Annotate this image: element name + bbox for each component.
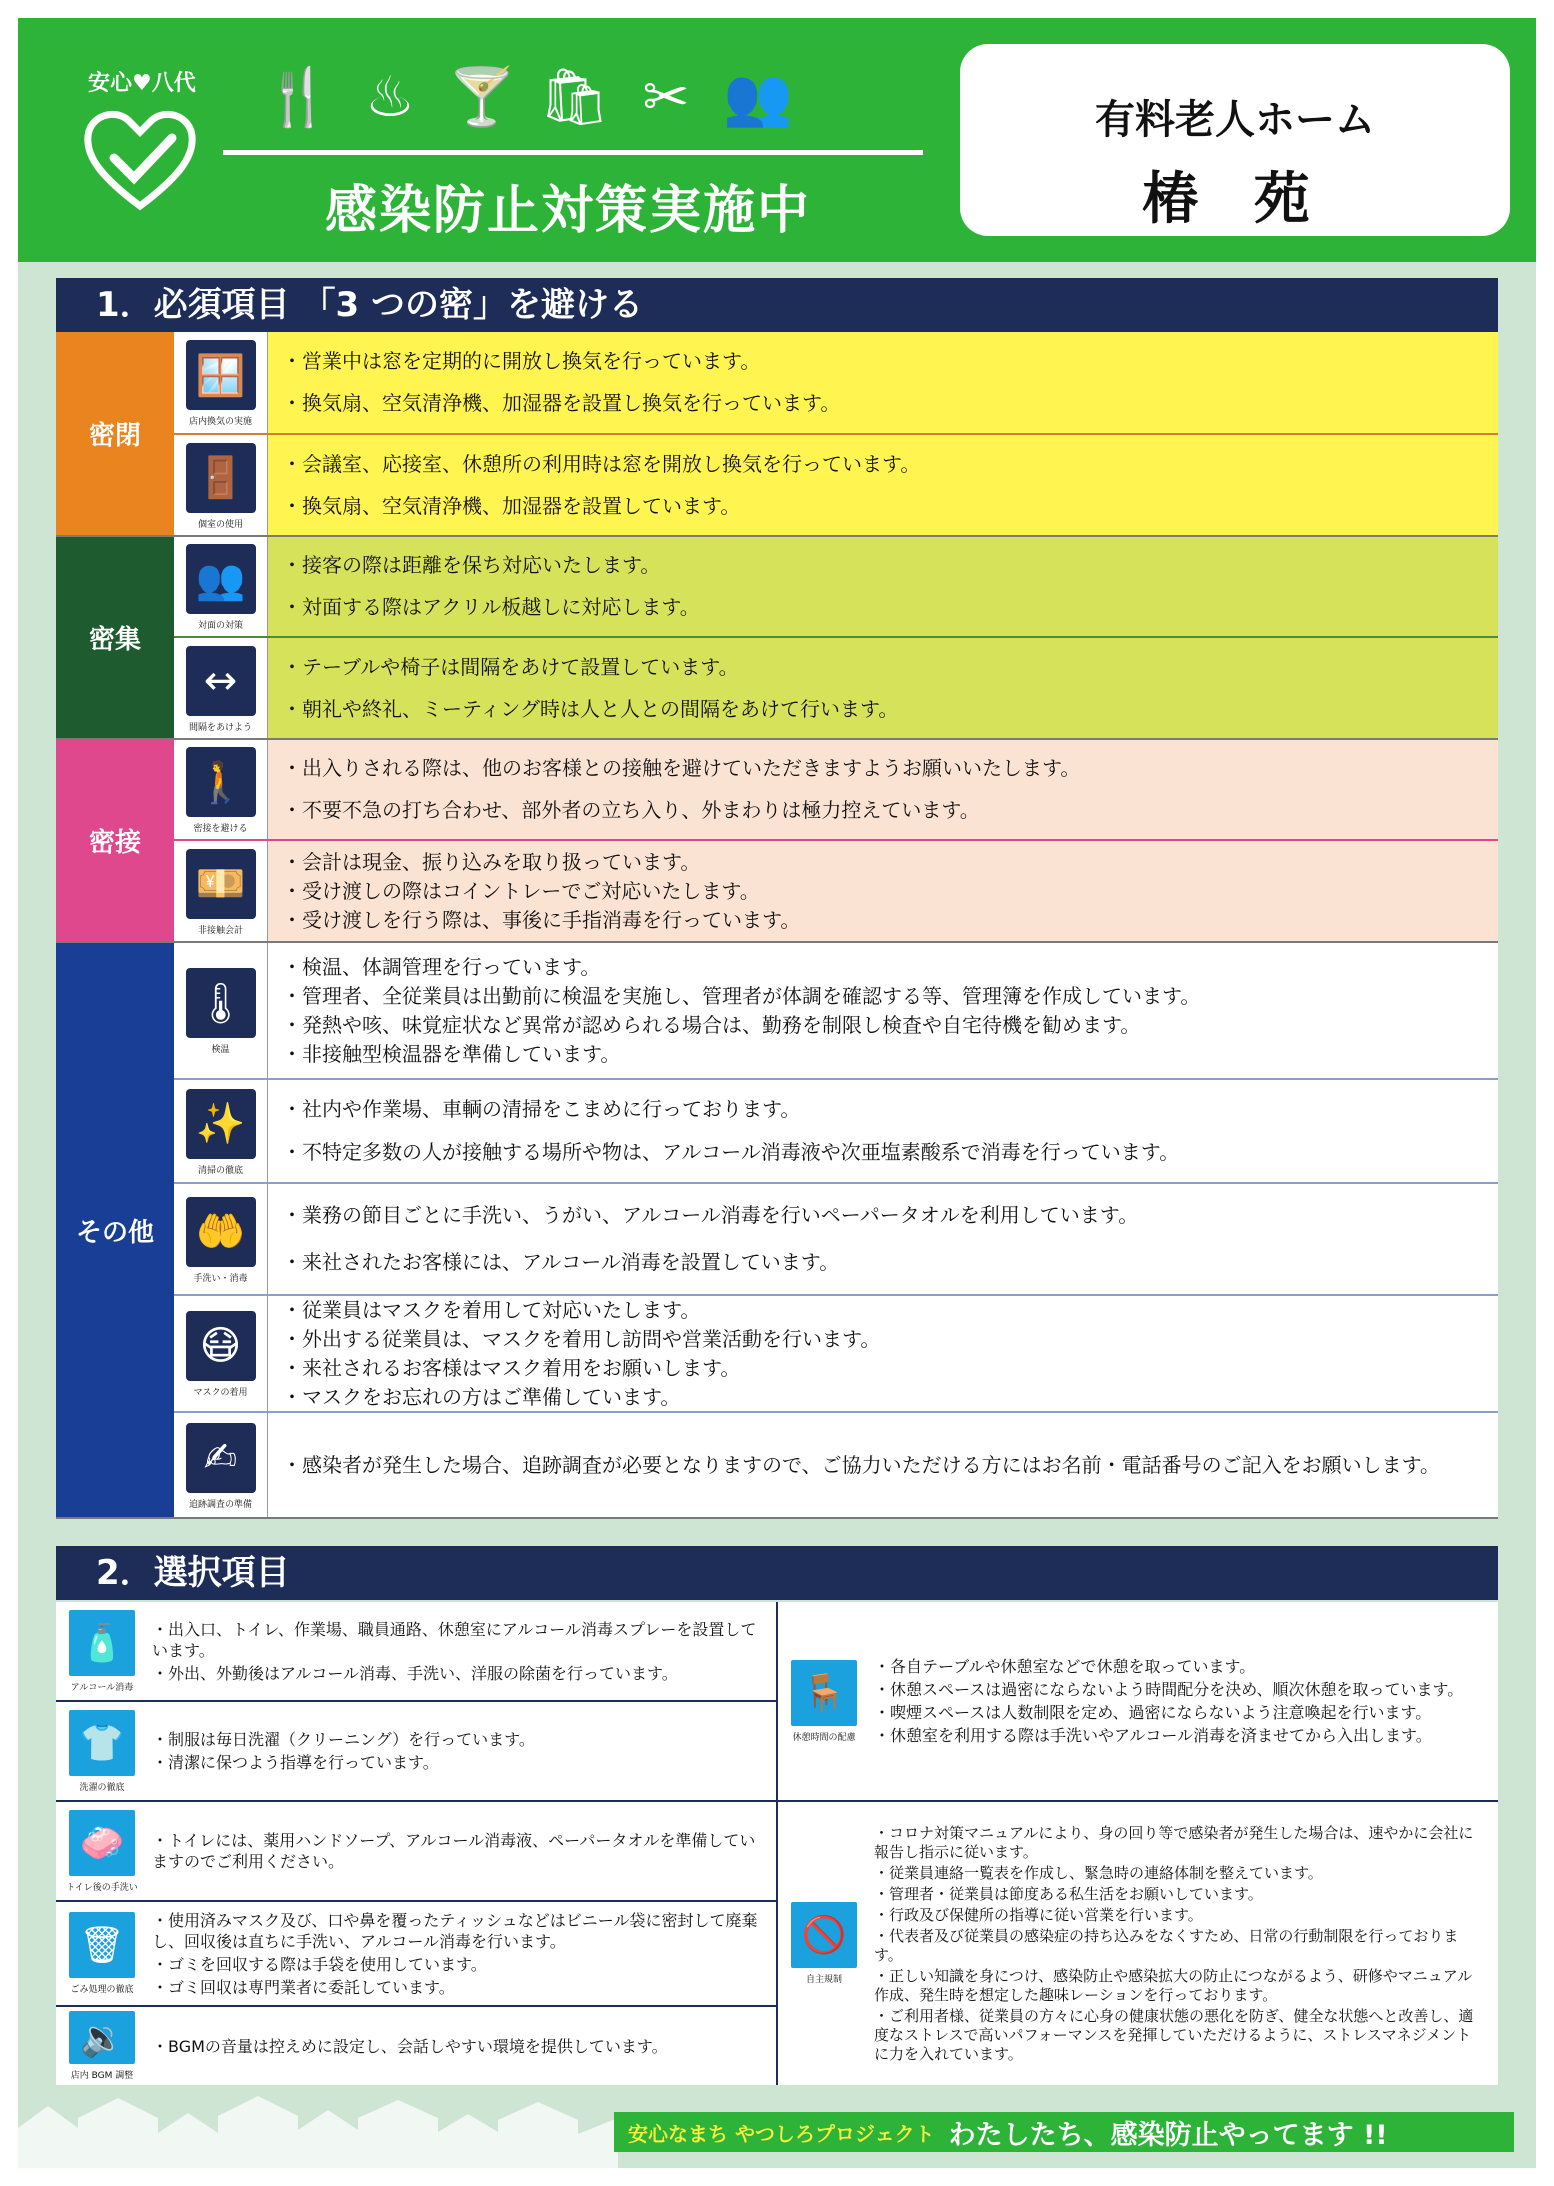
fork-knife-icon: 🍴	[263, 65, 333, 130]
option-caption: ごみ処理の徹底	[70, 1985, 134, 1995]
option-text	[148, 1702, 776, 1800]
mask-icon: 😷	[186, 1311, 256, 1381]
group-2	[56, 740, 1498, 943]
option-row	[56, 1602, 776, 1702]
section1-title: 1．必須項目 「3 つの密」を避ける	[56, 278, 1498, 332]
option-item: ・BGMの音量は控えめに設定し、会話しやすい環境を提供しています。	[152, 2036, 668, 2056]
pen-register-icon: ✍	[186, 1423, 256, 1493]
icon-caption: 追跡調査の準備	[188, 1499, 252, 1510]
facility-type: 有料老人ホーム	[1095, 97, 1375, 143]
thermometer-icon: 🌡	[186, 968, 256, 1038]
logo-text: 安心♥八代	[88, 71, 196, 96]
cleaning-icon: ✨	[186, 1089, 256, 1159]
measure-item: ・受け渡しの際はコイントレーでご対応いたします。	[282, 878, 760, 903]
facility-name: 椿 苑	[1142, 167, 1328, 232]
avoid-contact-icon: 🚶	[186, 747, 256, 817]
hand-wash-icon: 🤲	[186, 1197, 256, 1267]
icon-cell	[174, 638, 268, 738]
footer-slogan: わたしたち、感染防止やってます !!	[948, 2119, 1388, 2151]
measure-item: ・来社されるお客様はマスク着用をお願いします。	[282, 1355, 741, 1380]
option-caption: 自主規制	[805, 1975, 842, 1985]
icon-caption: 対面の対策	[197, 621, 243, 631]
break-time-icon: 🪑	[791, 1660, 857, 1726]
measure-item: ・朝礼や終礼、ミーティング時は人と人との間隔をあけて行います。	[282, 696, 899, 721]
meeting-icon: 👥	[723, 65, 793, 130]
option-row	[778, 1802, 1498, 2085]
measure-text	[268, 1184, 1498, 1294]
option-item: ・使用済みマスク及び、口や鼻を覆ったティッシュなどはビニール袋に密封して廃棄し、回収後は直ちに手洗い、アルコール消毒を行います。	[152, 1910, 758, 1951]
option-caption: 休憩時間の配慮	[792, 1732, 856, 1743]
section2-right-column	[778, 1602, 1498, 2085]
icon-cell	[174, 1413, 268, 1517]
measure-item: ・管理者、全従業員は出勤前に検温を実施し、管理者が体調を確認する等、管理簿を作成しています。	[282, 983, 1201, 1008]
measure-text	[268, 841, 1498, 941]
footer-project: 安心なまち やつしろプロジェクト	[628, 2121, 935, 2146]
icon-caption: 密接を避ける	[193, 824, 248, 834]
poster	[18, 18, 1536, 2168]
option-text	[148, 1602, 776, 1700]
option-item: ・制服は毎日洗濯（クリーニング）を行っています。	[152, 1730, 535, 1749]
option-item: ・出入口、トイレ、作業場、職員通路、休憩室にアルコール消毒スプレーを設置しています。	[152, 1619, 757, 1660]
measure-text	[268, 943, 1498, 1078]
group-1	[56, 537, 1498, 740]
icon-caption: 間隔をあけよう	[188, 722, 252, 733]
icon-caption: 個室の使用	[197, 519, 243, 530]
option-item: ・休憩室を利用する際は手洗いやアルコール消毒を済ませてから入出します。	[874, 1726, 1432, 1745]
group-label: その他	[56, 943, 174, 1517]
icon-caption: マスクの着用	[193, 1388, 248, 1398]
option-item: ・コロナ対策マニュアルにより、身の回り等で感染者が発生した場合は、速やかに会社に報告し指示に従います。	[874, 1823, 1474, 1861]
measure-row	[174, 1184, 1498, 1296]
option-item: ・従業員連絡一覧表を作成し、緊急時の連絡体制を整えています。	[874, 1863, 1323, 1882]
option-item: ・行政及び保健所の指導に従い営業を行います。	[874, 1905, 1203, 1924]
option-text	[870, 1602, 1498, 1800]
header-divider	[223, 150, 923, 155]
option-caption: 店内 BGM 調整	[70, 2071, 134, 2081]
measure-text	[268, 537, 1498, 636]
private-room-icon: 🚪	[186, 443, 256, 513]
hanger-icon: 👕	[69, 1710, 135, 1776]
measure-text	[268, 638, 1498, 738]
heart-check-logo-icon	[80, 98, 200, 218]
option-icon-cell	[56, 1702, 148, 1800]
header-title: 感染防止対策実施中	[324, 181, 811, 241]
option-icon-cell	[56, 1902, 148, 2005]
option-item: ・喫煙スペースは人数制限を定め、過密にならないよう注意喚起を行います。	[874, 1703, 1432, 1722]
option-text	[870, 1802, 1498, 2085]
comb-scissors-icon: ✂	[642, 65, 690, 130]
toilet-handwash-icon: 🧼	[69, 1810, 135, 1876]
measure-row	[174, 537, 1498, 638]
option-text	[148, 1902, 776, 2005]
measure-item: ・非接触型検温器を準備しています。	[282, 1041, 621, 1066]
face-to-face-icon: 👥	[186, 544, 256, 614]
measure-item: ・検温、体調管理を行っています。	[282, 954, 601, 979]
option-item: ・ご利用者様、従業員の方々に心身の健康状態の悪化を防ぎ、健全な状態へと改善し、適度なストレスで高いパフォーマンスを発揮していただけるように、ストレスマネジメントに力を入れています。	[874, 2006, 1474, 2063]
option-caption: トイレ後の手洗い	[66, 1882, 138, 1893]
header-banner	[18, 18, 1536, 262]
measure-item: ・外出する従業員は、マスクを着用し訪問や営業活動を行います。	[282, 1326, 881, 1351]
group-0	[56, 332, 1498, 537]
measure-item: ・テーブルや椅子は間隔をあけて設置しています。	[282, 654, 739, 679]
measure-text	[268, 1296, 1498, 1411]
icon-cell	[174, 1296, 268, 1411]
icon-cell	[174, 1080, 268, 1182]
measure-item: ・受け渡しを行う際は、事後に手指消毒を行っています。	[282, 907, 801, 932]
option-icon-cell	[56, 2007, 148, 2085]
option-text	[148, 1802, 776, 1900]
measure-item: ・会計は現金、振り込みを取り扱っています。	[282, 849, 701, 874]
option-icon-cell	[56, 1602, 148, 1700]
measure-item: ・不要不急の打ち合わせ、部外者の立ち入り、外まわりは極力控えています。	[282, 797, 980, 822]
icon-caption: 手洗い・消毒	[193, 1273, 248, 1284]
houses-silhouette-icon	[18, 2088, 618, 2168]
measure-row	[174, 841, 1498, 941]
option-row	[56, 1902, 776, 2007]
option-icon-cell	[56, 1802, 148, 1900]
option-icon-cell	[778, 1602, 870, 1800]
measure-text	[268, 1413, 1498, 1517]
option-item: ・代表者及び従業員の感染症の持ち込みをなくすため、日常の行動制限を行っております。	[874, 1926, 1459, 1964]
option-item: ・ゴミ回収は専門業者に委託しています。	[152, 1977, 455, 1997]
group-rows	[174, 332, 1498, 535]
icon-caption: 非接触会計	[197, 925, 243, 936]
icon-caption: 検温	[211, 1045, 230, 1055]
measure-row	[174, 1413, 1498, 1517]
icon-cell	[174, 740, 268, 839]
speaker-icon: 🔉	[69, 2011, 135, 2064]
measure-item: ・対面する際はアクリル板越しに対応します。	[282, 594, 700, 619]
group-rows	[174, 537, 1498, 738]
option-caption: 洗濯の徹底	[79, 1782, 125, 1793]
measure-item: ・営業中は窓を定期的に開放し換気を行っています。	[282, 348, 761, 373]
group-3	[56, 943, 1498, 1519]
icon-caption: 清掃の徹底	[197, 1165, 243, 1176]
option-row	[778, 1602, 1498, 1802]
option-caption: アルコール消毒	[70, 1682, 134, 1693]
measure-item: ・マスクをお忘れの方はご準備しています。	[282, 1384, 681, 1409]
measure-item: ・出入りされる際は、他のお客様との接触を避けていただきますようお願いいたします。	[282, 756, 1081, 781]
measure-item: ・発熱や咳、味覚症状など異常が認められる場合は、勤務を制限し検査や自宅待機を勧めます。	[282, 1012, 1141, 1037]
option-item: ・トイレには、薬用ハンドソープ、アルコール消毒液、ペーパータオルを準備していますのでご利用ください。	[152, 1831, 756, 1871]
option-item: ・ゴミを回収する際は手袋を使用しています。	[152, 1954, 487, 1974]
measure-text	[268, 332, 1498, 433]
icon-cell	[174, 841, 268, 941]
hot-spring-icon: ♨	[364, 65, 416, 130]
measure-item: ・接客の際は距離を保ち対応いたします。	[282, 553, 661, 578]
option-item: ・各自テーブルや休憩室などで休憩を取っています。	[874, 1657, 1256, 1676]
measure-item: ・従業員はマスクを着用して対応いたします。	[282, 1297, 701, 1322]
measure-text	[268, 1080, 1498, 1182]
measure-text	[268, 740, 1498, 839]
cash-tray-icon: 💴	[186, 849, 256, 919]
group-label: 密集	[56, 537, 174, 738]
group-label: 密閉	[56, 332, 174, 535]
facility-box	[960, 44, 1510, 236]
option-item: ・管理者・従業員は節度ある私生活をお願いしています。	[874, 1884, 1263, 1903]
category-icons	[263, 58, 903, 148]
option-row	[56, 2007, 776, 2085]
measure-row	[174, 435, 1498, 535]
option-item: ・外出、外勤後はアルコール消毒、手洗い、洋服の除菌を行っています。	[152, 1663, 678, 1683]
option-item: ・正しい知識を身につけ、感染防止や感染拡大の防止につながるよう、研修やマニュアル作成、発生時を想定した趣味レーションを行っております。	[874, 1966, 1473, 2004]
measure-item: ・社内や作業場、車輌の清掃をこまめに行っております。	[282, 1097, 801, 1121]
trash-bin-icon: 🗑	[69, 1912, 135, 1978]
window-ventilation-icon: 🪟	[186, 340, 256, 410]
option-item: ・休憩スペースは過密にならないよう時間配分を決め、順次休憩を取っています。	[874, 1680, 1464, 1699]
alcohol-spray-icon: 🧴	[69, 1610, 135, 1676]
section1-table	[56, 332, 1498, 1519]
measure-item: ・会議室、応接室、休憩所の利用時は窓を開放し換気を行っています。	[282, 451, 921, 476]
measure-item: ・業務の節目ごとに手洗い、うがい、アルコール消毒を行いペーパータオルを利用しています。	[282, 1203, 1139, 1227]
measure-item: ・換気扇、空気清浄機、加湿器を設置し換気を行っています。	[282, 391, 841, 416]
section2-table	[56, 1602, 1498, 2085]
measure-row	[174, 943, 1498, 1080]
option-row	[56, 1802, 776, 1902]
group-rows	[174, 740, 1498, 941]
measure-row	[174, 638, 1498, 738]
icon-cell	[174, 1184, 268, 1294]
measure-row	[174, 1296, 1498, 1413]
measure-row	[174, 1080, 1498, 1184]
measure-item: ・換気扇、空気清浄機、加湿器を設置しています。	[282, 493, 741, 518]
shopping-bag-icon: 🛍	[539, 65, 611, 130]
icon-cell	[174, 537, 268, 636]
group-rows	[174, 943, 1498, 1517]
measure-item: ・不特定多数の人が接触する場所や物は、アルコール消毒液や次亜塩素酸系で消毒を行っています。	[282, 1140, 1180, 1164]
self-restraint-icon: 🚫	[791, 1902, 857, 1968]
cocktail-icon: 🍸	[447, 65, 517, 130]
footer-banner	[614, 2112, 1514, 2152]
section2-title: 2．選択項目	[56, 1546, 1498, 1600]
measure-item: ・感染者が発生した場合、追跡調査が必要となりますので、ご協力いただける方にはお名前・電話番号のご記入をお願いします。	[282, 1452, 1440, 1477]
measure-item: ・来社されたお客様には、アルコール消毒を設置しています。	[282, 1250, 840, 1274]
icon-cell	[174, 435, 268, 535]
icon-cell	[174, 943, 268, 1078]
section2-left-column	[56, 1602, 778, 2085]
group-label: 密接	[56, 740, 174, 941]
measure-row	[174, 332, 1498, 435]
option-icon-cell	[778, 1802, 870, 2085]
option-row	[56, 1702, 776, 1802]
icon-cell	[174, 332, 268, 433]
option-text	[148, 2007, 776, 2085]
distance-icon: ↔	[186, 646, 256, 716]
icon-caption: 店内換気の実施	[188, 417, 252, 427]
measure-text	[268, 435, 1498, 535]
option-item: ・清潔に保つよう指導を行っています。	[152, 1753, 439, 1772]
measure-row	[174, 740, 1498, 841]
